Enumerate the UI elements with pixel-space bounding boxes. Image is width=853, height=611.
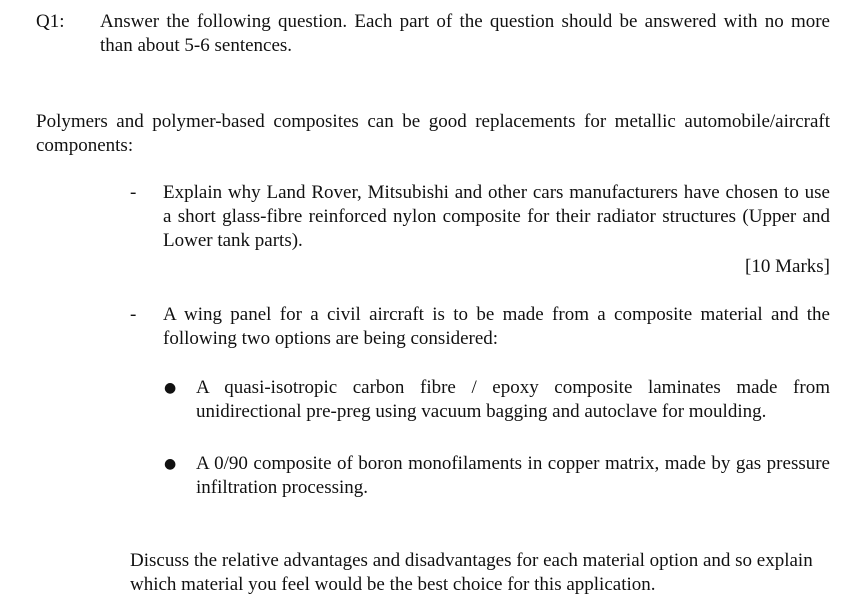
dash-marker: - [130,304,137,325]
option-text: A quasi-isotropic carbon fibre / epoxy composite laminates made from unidirectional pre-preg using vacuum bagging and autoclave for moulding. [196,377,830,422]
marks-label: [10 Marks] [745,256,830,277]
question-instructions: Answer the following question. Each part of the question should be answered with no more than about 5-6 sentences. [100,11,830,56]
dash-marker: - [130,182,137,203]
part-text: Explain why Land Rover, Mitsubishi and other cars manufacturers have chosen to use a short glass-fibre reinforced nylon composite for their radiator structures (Upper and Lower tank parts). [163,182,830,251]
question-number: Q1: [36,11,65,32]
bullet-icon: ● [164,380,177,396]
part-text: A wing panel for a civil aircraft is to be made from a composite material and the following two options are being considered: [163,304,830,349]
option-text: A 0/90 composite of boron monofilaments in copper matrix, made by gas pressure infiltration processing. [196,453,830,498]
closing-paragraph: Discuss the relative advantages and disadvantages for each material option and so explain which material you feel would be the best choice for this application. [130,550,813,595]
intro-paragraph: Polymers and polymer-based composites can be good replacements for metallic automobile/aircraft components: [36,111,830,156]
bullet-icon: ● [164,456,177,472]
